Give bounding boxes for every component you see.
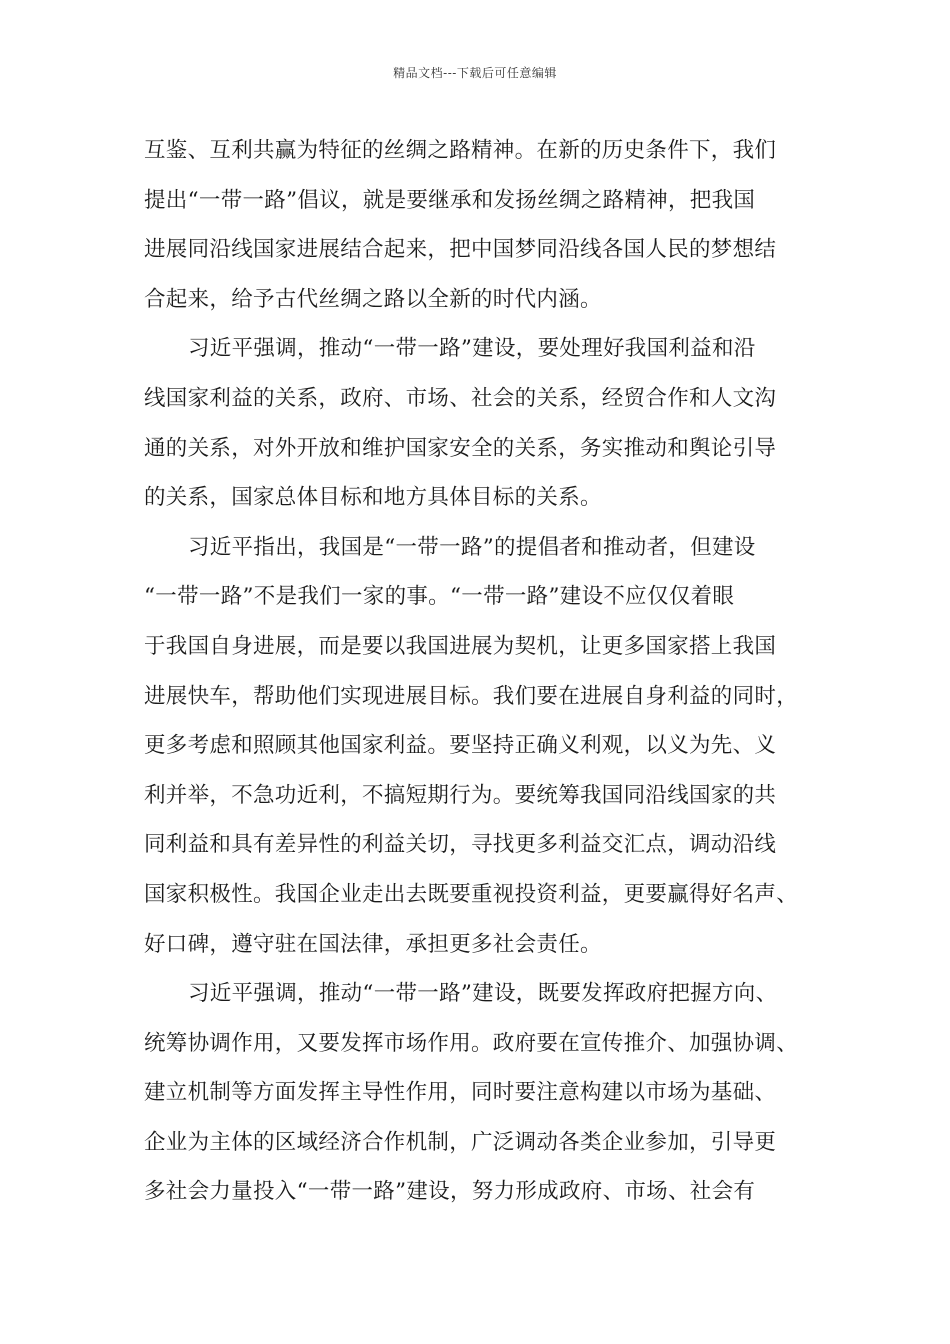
text-line: 互鉴、互利共赢为特征的丝绸之路精神。在新的历史条件下，我们 <box>144 138 777 163</box>
text-line: 线国家利益的关系，政府、市场、社会的关系，经贸合作和人文沟 <box>144 385 777 411</box>
text-line: 于我国自身进展，而是要以我国进展为契机，让更多国家搭上我国 <box>144 633 777 659</box>
text-line: 好口碑，遵守驻在国法律，承担更多社会责任。 <box>144 931 602 957</box>
text-line: 多社会力量投入“一带一路”建设，努力形成政府、市场、社会有 <box>144 1179 756 1205</box>
text-line: 统筹协调作用，又要发挥市场作用。政府要在宣传推介、加强协调、 <box>144 1030 799 1056</box>
document-body <box>144 131 844 1222</box>
paragraph-first-line: 习近平指出，我国是“一带一路”的提倡者和推动者，但建设 <box>188 534 756 560</box>
text-line: 利并举，不急功近利，不搞短期行为。要统筹我国同沿线国家的共 <box>144 782 777 808</box>
text-line: 的关系，国家总体目标和地方具体目标的关系。 <box>144 485 602 511</box>
text-line: 建立机制等方面发挥主导性作用，同时要注意构建以市场为基础、 <box>144 1080 777 1106</box>
text-line: 进展同沿线国家进展结合起来，把中国梦同沿线各国人民的梦想结 <box>144 237 777 263</box>
page-header: 精品文档---下载后可任意编辑 <box>393 66 557 80</box>
text-line: 合起来，给予古代丝绸之路以全新的时代内涵。 <box>144 286 602 312</box>
text-line: 通的关系，对外开放和维护国家安全的关系，务实推动和舆论引导 <box>144 435 777 461</box>
text-line: 进展快车，帮助他们实现进展目标。我们要在进展自身利益的同时， <box>144 683 799 709</box>
text-line: 国家积极性。我国企业走出去既要重视投资利益，更要赢得好名声、 <box>144 881 799 907</box>
text-line: “一带一路”不是我们一家的事。“一带一路”建设不应仅仅着眼 <box>144 584 735 610</box>
paragraph-first-line: 习近平强调，推动“一带一路”建设，既要发挥政府把握方向、 <box>188 981 778 1007</box>
text-line: 企业为主体的区域经济合作机制，广泛调动各类企业参加，引导更 <box>144 1129 777 1155</box>
text-line: 提出“一带一路”倡议，就是要继承和发扬丝绸之路精神，把我国 <box>144 187 756 213</box>
text-line: 更多考虑和照顾其他国家利益。要坚持正确义利观，以义为先、义 <box>144 733 777 759</box>
text-line: 同利益和具有差异性的利益关切，寻找更多利益交汇点，调动沿线 <box>144 832 777 858</box>
paragraph-first-line: 习近平强调，推动“一带一路”建设，要处理好我国利益和沿 <box>188 336 756 362</box>
